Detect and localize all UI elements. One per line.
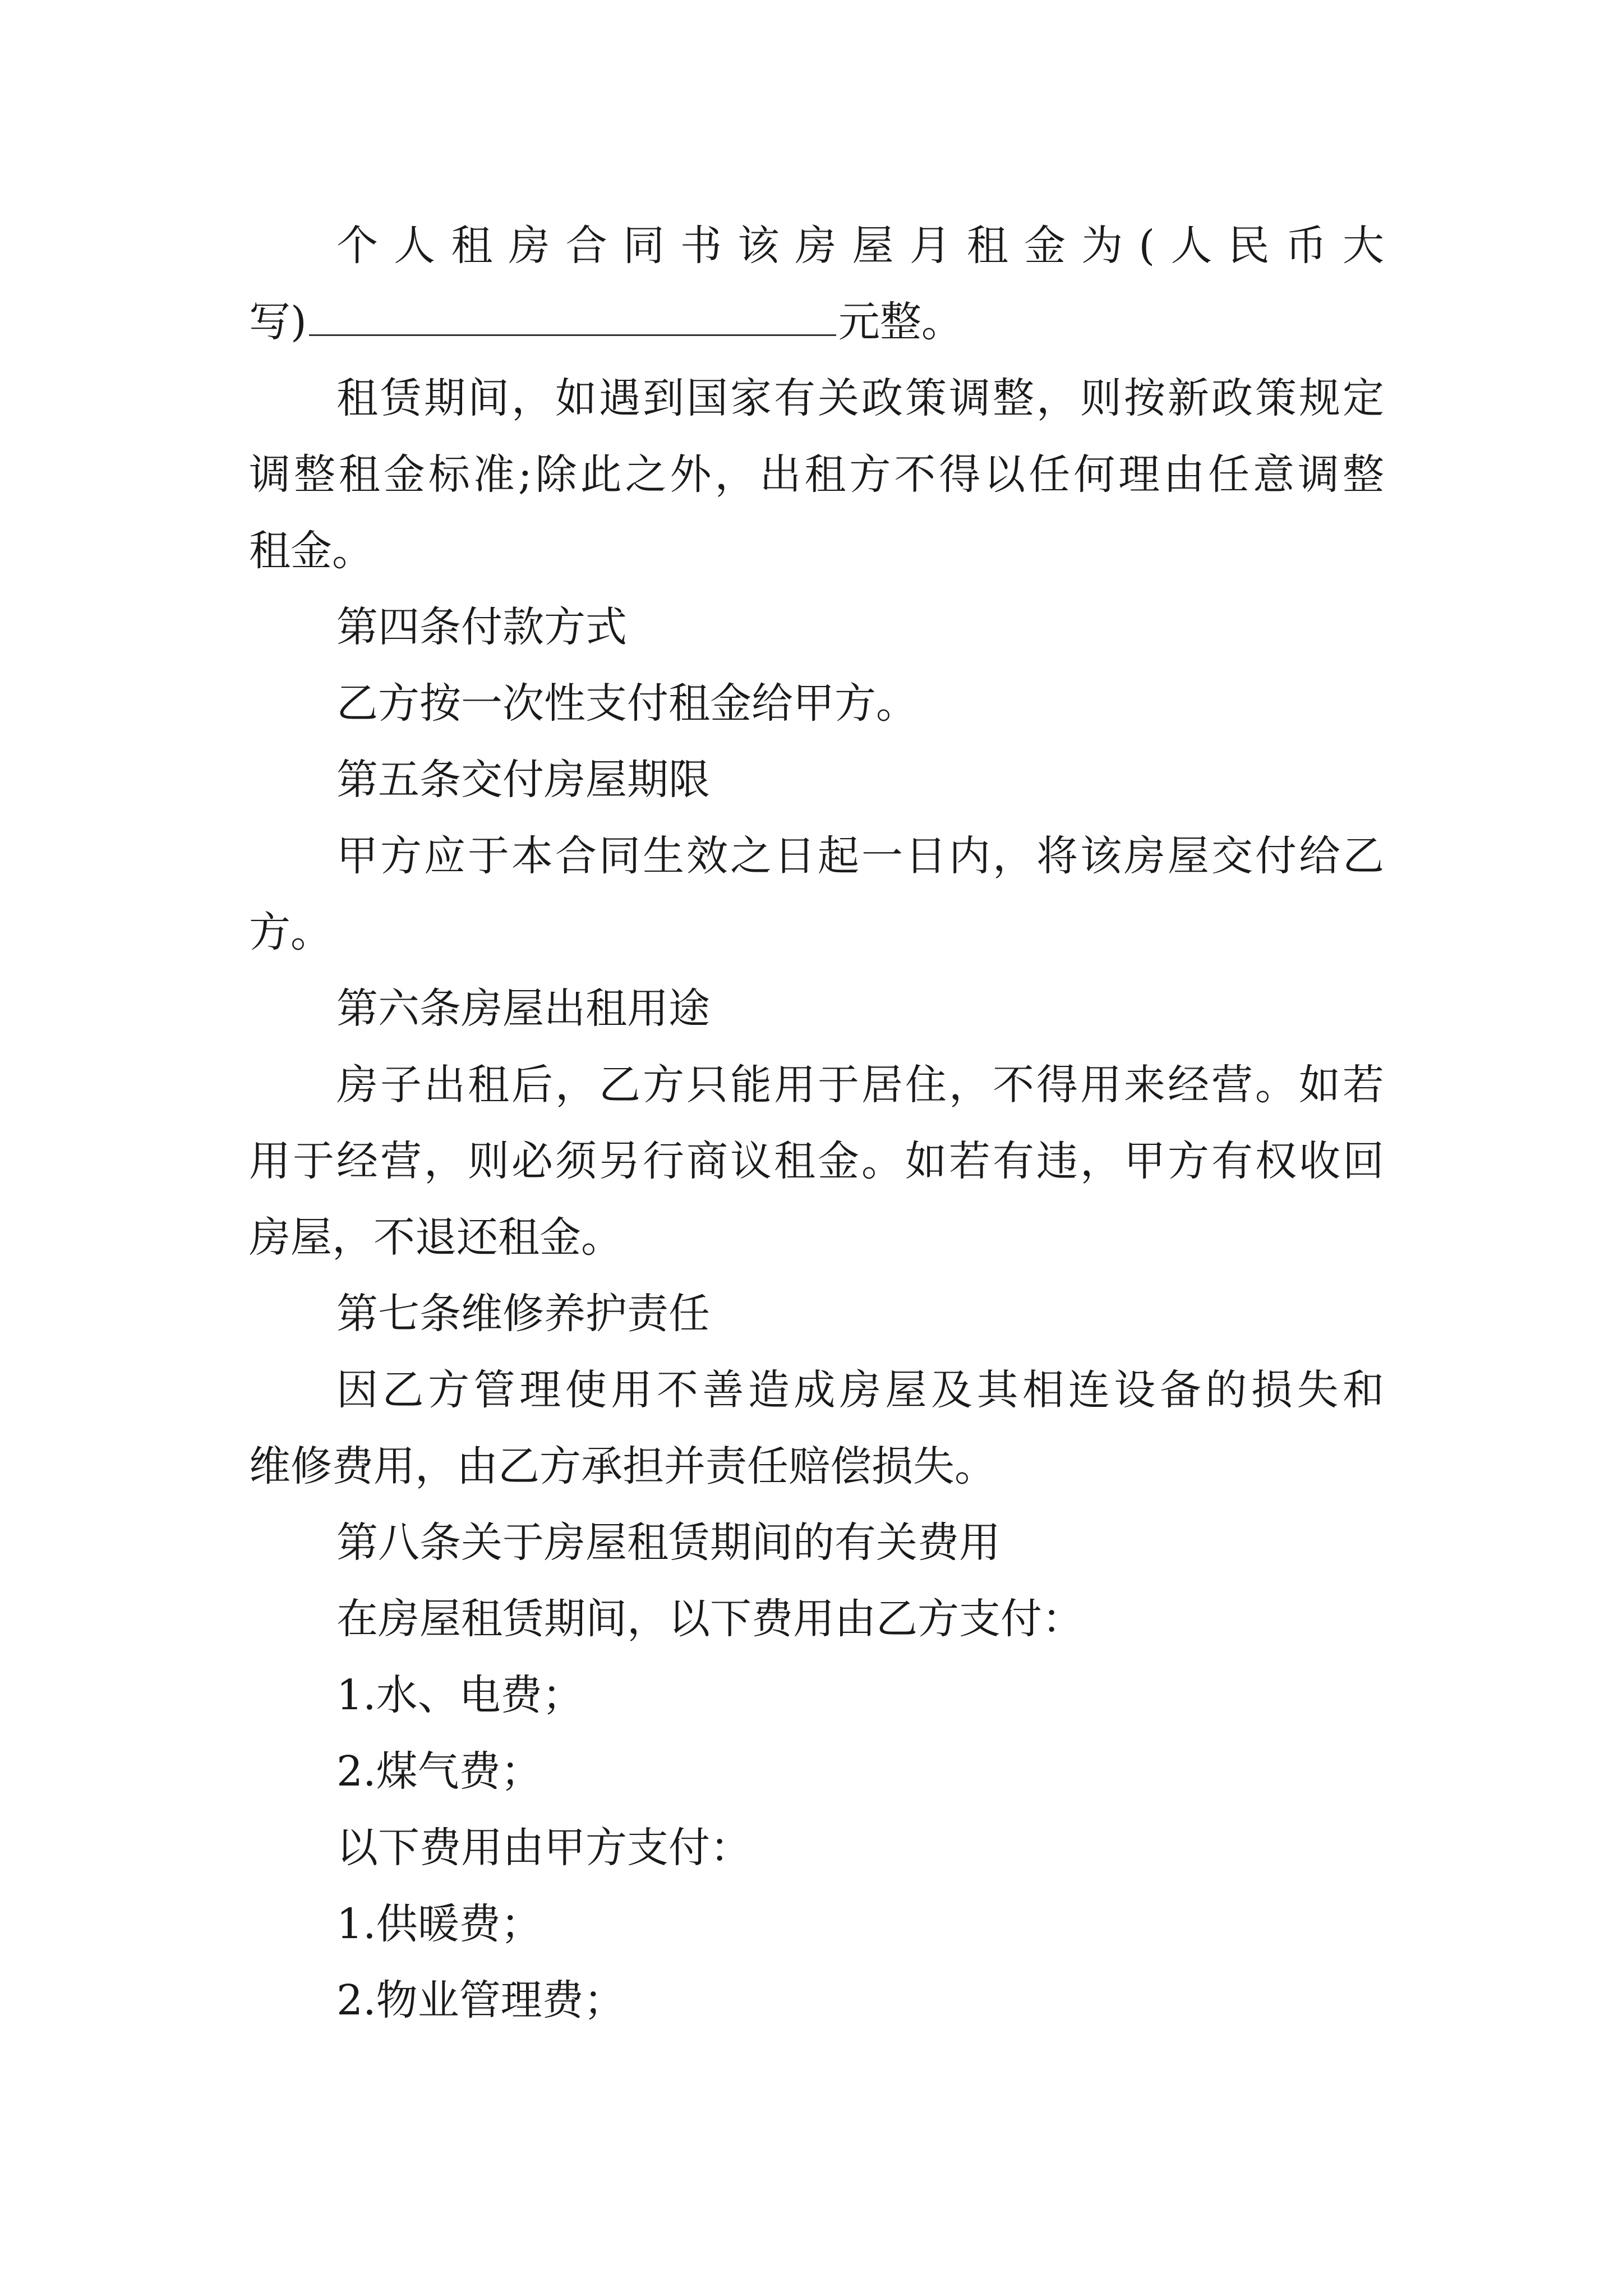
article7-line-1: 因乙方管理使用不善造成房屋及其相连设备的损失和 (336, 1366, 1384, 1414)
p1-line-1: 租赁期间，如遇到国家有关政策调整，则按新政策规定 (336, 374, 1384, 422)
article8-intro-tenant: 在房屋租赁期间，以下费用由乙方支付： (336, 1595, 1083, 1643)
list-item: 2.物业管理费； (336, 1976, 625, 2024)
article4-text: 乙方按一次性支付租金给甲方。 (336, 679, 917, 728)
article5-line-1: 甲方应于本合同生效之日起一日内，将该房屋交付给乙 (336, 832, 1384, 880)
title-line-2-suffix: 元整。 (838, 298, 963, 346)
article7-heading: 第七条维修养护责任 (336, 1290, 710, 1338)
article6-line-3: 房屋，不退还租金。 (249, 1213, 623, 1262)
article5-heading: 第五条交付房屋期限 (336, 756, 710, 804)
article6-line-2: 用于经营，则必须另行商议租金。如若有违，甲方有权收回 (249, 1137, 1384, 1185)
article8-intro-landlord: 以下费用由甲方支付： (336, 1824, 751, 1872)
article5-line-2: 方。 (249, 908, 332, 956)
title-line-2 (249, 284, 1384, 360)
document-body (249, 208, 1384, 2039)
article6-line-1: 房子出租后，乙方只能用于居住，不得用来经营。如若 (336, 1061, 1384, 1109)
list-item: 1.水、电费； (336, 1671, 584, 1719)
article4-heading: 第四条付款方式 (336, 603, 627, 651)
p1-line-2: 调整租金标准;除此之外，出租方不得以任何理由任意调整 (249, 450, 1384, 499)
title-line-2-prefix: 写) (249, 298, 307, 346)
article7-line-2: 维修费用，由乙方承担并责任赔偿损失。 (249, 1442, 996, 1490)
title-line-1: 个人租房合同书该房屋月租金为(人民币大 (336, 222, 1384, 270)
p1-line-3: 租金。 (249, 527, 374, 575)
article8-heading: 第八条关于房屋租赁期间的有关费用 (336, 1519, 1000, 1567)
rent-amount-blank (309, 303, 836, 336)
list-item: 1.供暖费； (336, 1900, 542, 1948)
list-item: 2.煤气费； (336, 1747, 542, 1796)
article6-heading: 第六条房屋出租用途 (336, 984, 710, 1033)
